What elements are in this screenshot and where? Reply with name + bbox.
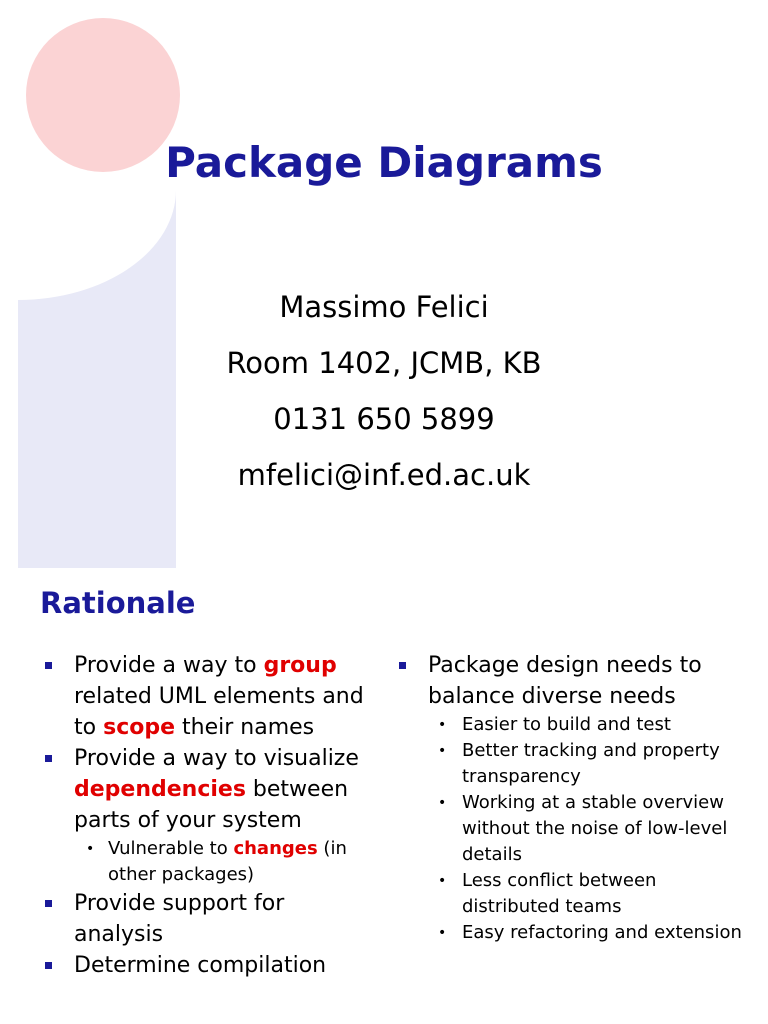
left-column: [42, 650, 372, 981]
bullet-compilation: Determine compilation: [42, 950, 372, 981]
bullet-group-scope: Provide a way to group related UML elements and to scope their names: [42, 650, 372, 743]
sub-bullet-changes: • Vulnerable to changes (in other packages): [74, 836, 372, 888]
highlight-dependencies: dependencies: [74, 777, 246, 802]
author-name: Massimo Felici: [279, 290, 489, 324]
slide-title: Package Diagrams: [165, 138, 603, 187]
rationale-slide: [0, 570, 768, 1024]
sub-bullet-less-conflict: • Less conflict between distributed teams: [396, 868, 746, 920]
room-info: Room 1402, JCMB, KB: [226, 346, 542, 380]
section-heading: Rationale: [40, 586, 196, 620]
phone-number: 0131 650 5899: [273, 402, 495, 436]
email-address: mfelici@inf.ed.ac.uk: [237, 458, 531, 492]
sub-bullet-stable-overview: • Working at a stable overview without the noise of low-level details: [396, 790, 746, 868]
bullet-analysis: Provide support for analysis: [42, 888, 372, 950]
sub-bullet-build-test: • Easier to build and test: [396, 712, 746, 738]
highlight-scope: scope: [103, 715, 176, 740]
sub-bullet-refactoring: • Easy refactoring and extension: [396, 920, 746, 946]
right-column: [396, 650, 746, 946]
highlight-changes: changes: [233, 838, 318, 859]
bullet-dependencies: Provide a way to visualize dependencies between parts of your system • Vulnerable to changes (in other packages): [42, 743, 372, 888]
bullet-package-design: Package design needs to balance diverse needs: [396, 650, 746, 712]
highlight-group: group: [263, 653, 337, 678]
sub-bullet-tracking: • Better tracking and property transparency: [396, 738, 746, 790]
